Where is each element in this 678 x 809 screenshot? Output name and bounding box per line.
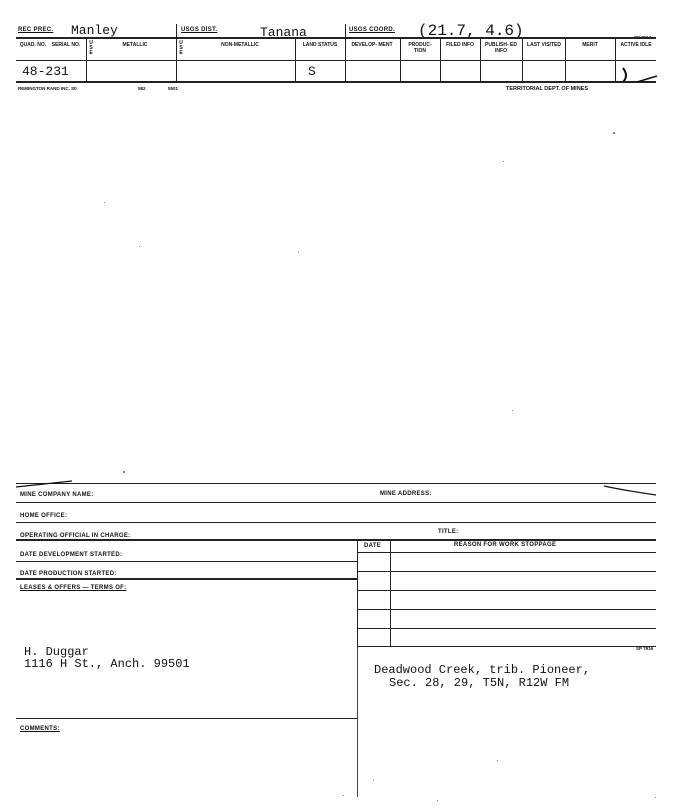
col-header-production: PRODUC- TION	[408, 42, 432, 54]
usgs-coord-label: USGS COORD.	[349, 27, 395, 33]
pen-stroke-icon	[602, 484, 658, 498]
table-divider	[357, 647, 358, 797]
lessee-name: H. Duggar	[24, 645, 89, 659]
form-rule	[16, 522, 656, 523]
form-rule	[16, 561, 357, 562]
header-rule-mid	[16, 60, 656, 61]
col-header-land-status: LAND STATUS	[302, 42, 338, 48]
form-rule	[357, 571, 656, 572]
col-header-last-visited: LAST VISITED	[527, 42, 561, 48]
printer-code-1: 582	[138, 86, 146, 91]
form-number-bottom: SP 7916	[636, 646, 654, 651]
scan-speck	[123, 471, 125, 473]
scan-speck	[298, 252, 299, 253]
col-divider	[565, 37, 566, 82]
form-number-top: SP 7914	[634, 35, 652, 40]
col-divider	[345, 24, 346, 82]
scan-speck	[613, 132, 615, 134]
scan-speck	[343, 795, 344, 796]
usgs-dist-label: USGS DIST.	[181, 27, 218, 33]
form-rule	[357, 590, 656, 591]
scan-speck	[655, 797, 656, 798]
scan-speck	[437, 800, 438, 801]
scan-speck	[503, 161, 504, 162]
table-divider	[390, 539, 391, 647]
header-rule-top	[16, 37, 656, 39]
mine-address-label: MINE ADDRESS:	[380, 491, 432, 497]
scan-speck	[512, 410, 513, 411]
col-divider	[400, 37, 401, 82]
col-header-non-metallic: NON-METALLIC	[221, 42, 259, 48]
form-rule	[16, 578, 357, 580]
operating-official-label: OPERATING OFFICIAL IN CHARGE:	[20, 533, 131, 539]
scan-speck	[139, 246, 140, 247]
col-header-serial: SERIAL NO.	[51, 42, 81, 48]
check-mark-icon	[615, 62, 660, 86]
col-header-metallic: METALLIC	[122, 42, 148, 48]
home-office-label: HOME OFFICE:	[20, 513, 68, 519]
land-status-value: S	[308, 64, 316, 79]
location-line-2: Sec. 28, 29, T5N, R12W FM	[389, 676, 570, 690]
col-header-development: DEVELOP- MENT	[351, 42, 393, 48]
pen-stroke-icon	[14, 479, 74, 489]
card-top-edge	[16, 483, 656, 484]
printer-imprint: REMINGTON RAND INC. S0	[18, 86, 77, 91]
col-header-active-idle: ACTIVE IDLE	[620, 42, 652, 48]
mine-company-name-label: MINE COMPANY NAME:	[20, 492, 94, 498]
location-line-1: Deadwood Creek, trib. Pioneer,	[374, 663, 591, 677]
date-header: DATE	[364, 543, 382, 549]
col-divider	[295, 37, 296, 82]
col-header-published-info: PUBLISH- ED INFO	[485, 42, 517, 54]
header-rule-bottom	[16, 81, 656, 83]
col-header-merit: MERIT	[582, 42, 598, 48]
quad-serial-value: 48-231	[22, 64, 69, 79]
scan-speck	[497, 760, 498, 761]
col-header-use-nonmetallic: U S E	[179, 40, 183, 56]
printer-code-2: 5501	[168, 86, 179, 91]
lessee-address: 1116 H St., Anch. 99501	[24, 657, 190, 671]
table-divider	[357, 539, 358, 647]
date-development-label: DATE DEVELOPMENT STARTED:	[20, 552, 123, 558]
form-rule	[357, 609, 656, 610]
comments-label: COMMENTS:	[20, 726, 60, 732]
form-rule	[357, 552, 656, 553]
reason-header: REASON FOR WORK STOPPAGE	[454, 542, 557, 548]
date-production-label: DATE PRODUCTION STARTED:	[20, 571, 117, 577]
form-rule	[16, 718, 357, 719]
form-rule	[357, 646, 656, 647]
col-divider	[440, 37, 441, 82]
form-rule	[16, 502, 656, 503]
scan-speck	[373, 780, 374, 781]
rec-prec-value: Manley	[71, 23, 118, 38]
scan-speck	[104, 202, 105, 203]
usgs-coord-value: (21.7, 4.6)	[418, 22, 524, 40]
usgs-dist-value: Tanana	[260, 25, 307, 40]
rec-prec-label: REC PREC.	[18, 27, 54, 33]
form-rule	[16, 539, 656, 541]
col-header-filed-info: FILED INFO	[446, 42, 474, 48]
col-divider	[522, 37, 523, 82]
col-divider	[480, 37, 481, 82]
leases-offers-label: LEASES & OFFERS — TERMS OF:	[20, 585, 127, 591]
col-divider	[86, 37, 87, 82]
col-header-use-metallic: U S E	[89, 40, 93, 56]
form-rule	[357, 628, 656, 629]
col-header-quad: QUAD. NO.	[19, 42, 47, 48]
department-name: TERRITORIAL DEPT. OF MINES	[506, 86, 588, 92]
col-divider	[176, 24, 177, 82]
title-label: TITLE:	[438, 529, 459, 535]
